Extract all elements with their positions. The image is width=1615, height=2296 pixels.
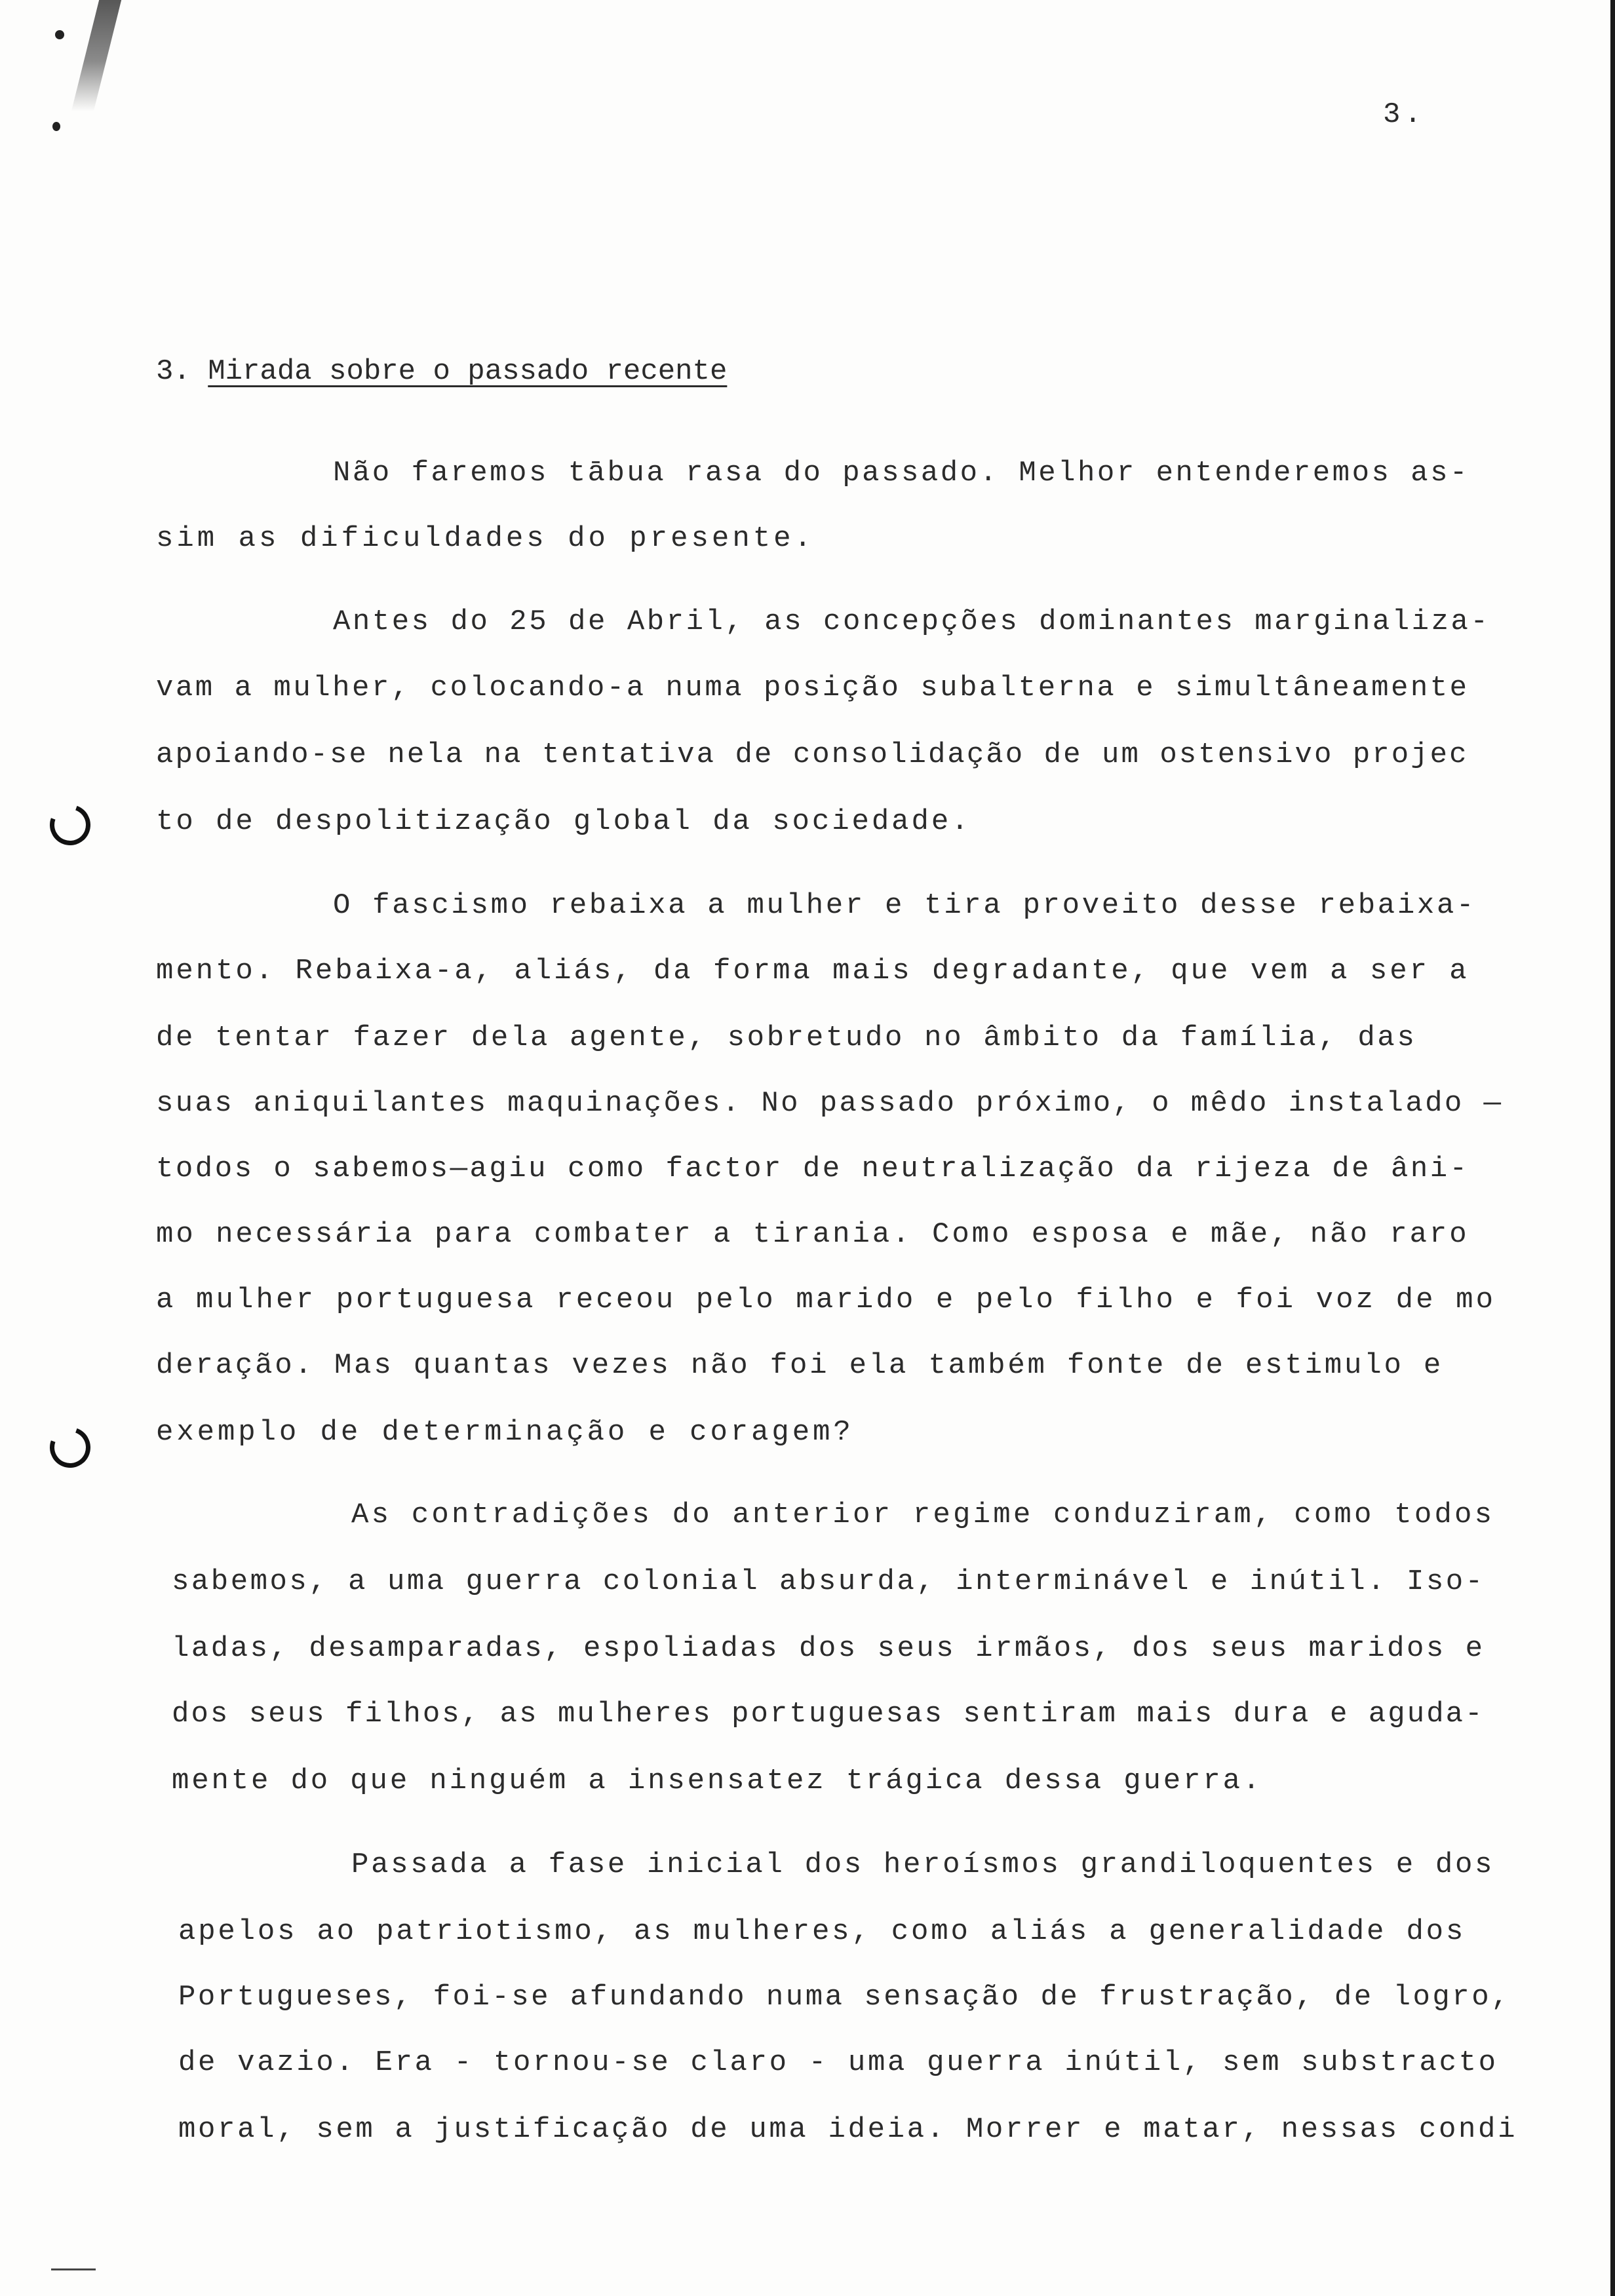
scan-speck: [52, 122, 60, 131]
text-line: de vazio. Era - tornou-se claro - uma guerra inútil, sem substracto: [178, 2046, 1498, 2079]
scan-border: [1610, 0, 1615, 2296]
text-line: Não faremos tābua rasa do passado. Melhor entenderemos as-: [333, 457, 1469, 489]
text-line: Passada a fase inicial dos heroísmos grandiloquentes e dos: [351, 1848, 1495, 1881]
section-number: 3.: [156, 355, 191, 388]
text-line: to de despolitização global da sociedade.: [156, 805, 971, 838]
text-line: a mulher portuguesa receou pelo marido e pelo filho e foi voz de mo: [156, 1284, 1496, 1316]
scan-smudge: [71, 0, 121, 111]
text-line: mente do que ninguém a insensatez trágica dessa guerra.: [172, 1765, 1263, 1797]
text-line: exemplo de determinação e coragem?: [156, 1416, 854, 1449]
text-line: O fascismo rebaixa a mulher e tira proveito desse rebaixa-: [333, 889, 1477, 922]
text-line: mo necessária para combater a tirania. Como esposa e mãe, não raro: [156, 1218, 1469, 1251]
section-heading: [156, 355, 727, 388]
text-line: apelos ao patriotismo, as mulheres, como aliás a generalidade dos: [178, 1915, 1466, 1948]
section-title: Mirada sobre o passado recente: [208, 355, 728, 388]
text-line: Antes do 25 de Abril, as concepções dominantes marginaliza-: [333, 605, 1490, 638]
text-line: apoiando-se nela na tentativa de consolidação de um ostensivo projec: [156, 738, 1469, 771]
text-line: ladas, desamparadas, espoliadas dos seus irmãos, dos seus maridos e: [172, 1632, 1485, 1665]
punch-hole-top: [43, 798, 97, 852]
text-line: As contradições do anterior regime conduziram, como todos: [351, 1499, 1495, 1531]
text-line: de tentar fazer dela agente, sobretudo no âmbito da família, das: [156, 1022, 1417, 1054]
page-number: 3.: [1383, 98, 1426, 131]
text-line: moral, sem a justificação de uma ideia. Morrer e matar, nessas condi: [178, 2113, 1518, 2146]
text-line: deração. Mas quantas vezes não foi ela também fonte de estimulo e: [156, 1349, 1444, 1382]
punch-hole-bottom: [43, 1421, 97, 1474]
scan-speck: [55, 30, 64, 39]
text-line: dos seus filhos, as mulheres portuguesas sentiram mais dura e aguda-: [172, 1698, 1485, 1731]
text-line: sim as dificuldades do presente.: [156, 522, 815, 555]
text-line: sabemos, a uma guerra colonial absurda, interminável e inútil. Iso-: [172, 1565, 1485, 1598]
scan-mark-line: [51, 2268, 96, 2270]
text-line: suas aniquilantes maquinações. No passado próximo, o mêdo instalado —: [156, 1087, 1504, 1120]
text-line: vam a mulher, colocando-a numa posição subalterna e simultâneamente: [156, 672, 1469, 704]
text-line: todos o sabemos—agiu como factor de neutralização da rijeza de âni-: [156, 1153, 1469, 1185]
text-line: mento. Rebaixa-a, aliás, da forma mais degradante, que vem a ser a: [156, 955, 1469, 987]
text-line: Portugueses, foi-se afundando numa sensação de frustração, de logro,: [178, 1981, 1511, 2014]
